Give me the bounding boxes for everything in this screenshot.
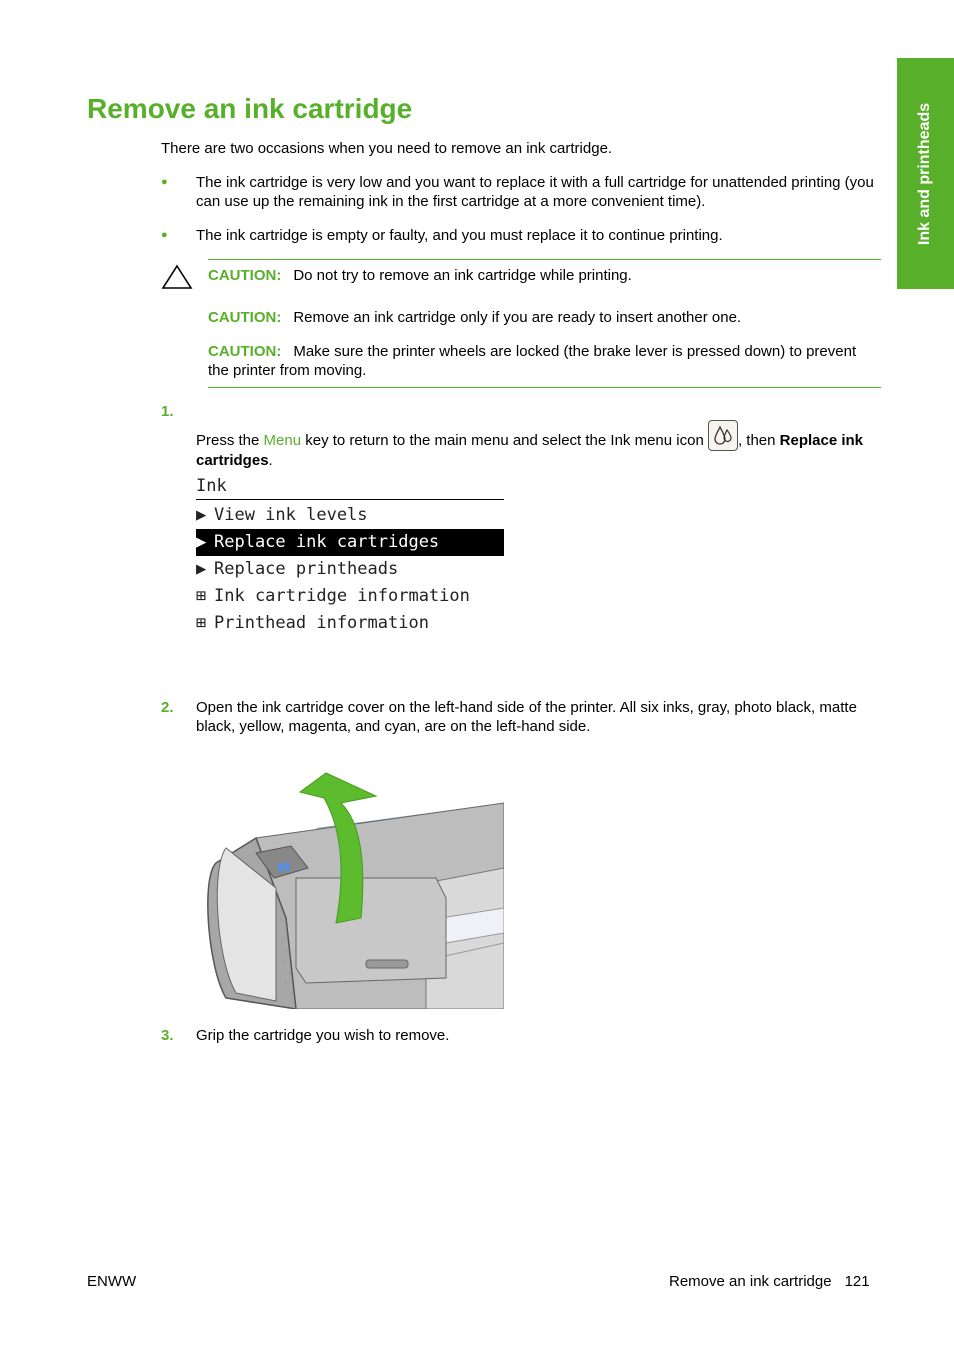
step-number: 2. — [161, 699, 174, 716]
menu-item-ink-cartridge-information[interactable] — [196, 583, 504, 610]
footer-right — [669, 1272, 870, 1291]
footer-section-title: Remove an ink cartridge — [669, 1273, 832, 1290]
menu-item-printhead-information[interactable] — [196, 610, 504, 637]
caution-note — [208, 266, 881, 285]
step-text-part: key to return to the main menu and select the Ink menu icon — [301, 432, 708, 449]
chapter-tab — [897, 58, 954, 289]
menu-item-label: Replace ink cartridges — [214, 532, 440, 552]
caution-top-rule — [208, 259, 881, 260]
ink-menu-icon — [708, 420, 738, 451]
printer-cover-illustration — [196, 768, 504, 1009]
caution-note — [208, 308, 881, 327]
menu-item-view-ink-levels[interactable] — [196, 502, 504, 529]
replace-ink-cartridges-bold: Replace ink cartridges — [196, 432, 864, 469]
menu-item-replace-printheads[interactable] — [196, 556, 504, 583]
page-title: Remove an ink cartridge — [87, 93, 413, 124]
bullet-text: The ink cartridge is empty or faulty, and you must replace it to continue printing. — [196, 227, 723, 244]
arrow-right-icon: ▶ — [196, 559, 207, 579]
front-panel-display — [196, 474, 504, 637]
footer-left: ENWW — [87, 1273, 137, 1290]
intro-paragraph: There are two occasions when you need to remove an ink cartridge. — [161, 140, 613, 157]
page-number: 121 — [844, 1273, 870, 1290]
step-text-part: Press the — [196, 432, 264, 449]
step-text-part: , then — [737, 432, 780, 449]
caution-label: CAUTION: — [208, 309, 282, 326]
menu-item-label: View ink levels — [214, 505, 368, 525]
warning-triangle-icon — [161, 264, 193, 290]
display-header: Ink — [196, 474, 504, 500]
menu-item-label: Replace printheads — [214, 559, 399, 579]
step-number: 3. — [161, 1027, 174, 1044]
step-text — [196, 420, 886, 470]
step-number: 1. — [161, 403, 174, 420]
caution-text: Make sure the printer wheels are locked (the brake lever is pressed down) to prevent the printer from moving. — [208, 343, 857, 379]
arrow-right-icon: ▶ — [196, 532, 207, 552]
step-text: Open the ink cartridge cover on the left-hand side of the printer. All six inks, gray, photo black, matte black, yellow, magenta, and cyan, are on the left-hand side. — [196, 699, 857, 735]
menu-item-label: Printhead information — [214, 613, 429, 633]
step-text-part: . — [268, 452, 273, 469]
expand-box-icon: ⊞ — [196, 613, 207, 633]
chapter-tab-label: Ink and printheads — [916, 102, 934, 245]
arrow-right-icon: ▶ — [196, 505, 207, 525]
menu-item-replace-ink-cartridges[interactable] — [196, 529, 504, 556]
bullet-dot-icon: ● — [161, 176, 168, 188]
caution-text: Do not try to remove an ink cartridge while printing. — [293, 267, 632, 284]
menu-item-label: Ink cartridge information — [214, 586, 470, 606]
caution-bottom-rule — [208, 387, 881, 388]
step-text: Grip the cartridge you wish to remove. — [196, 1027, 450, 1044]
caution-label: CAUTION: — [208, 343, 282, 360]
expand-box-icon: ⊞ — [196, 586, 207, 606]
caution-label: CAUTION: — [208, 267, 282, 284]
caution-text: Remove an ink cartridge only if you are ready to insert another one. — [293, 309, 742, 326]
bullet-dot-icon: ● — [161, 229, 168, 241]
caution-note — [208, 342, 881, 380]
menu-key-link: Menu — [263, 432, 302, 449]
bullet-text: The ink cartridge is very low and you want to replace it with a full cartridge for unattended printing (you can use up the remaining ink in the first cartridge at a more convenient time). — [196, 174, 874, 210]
